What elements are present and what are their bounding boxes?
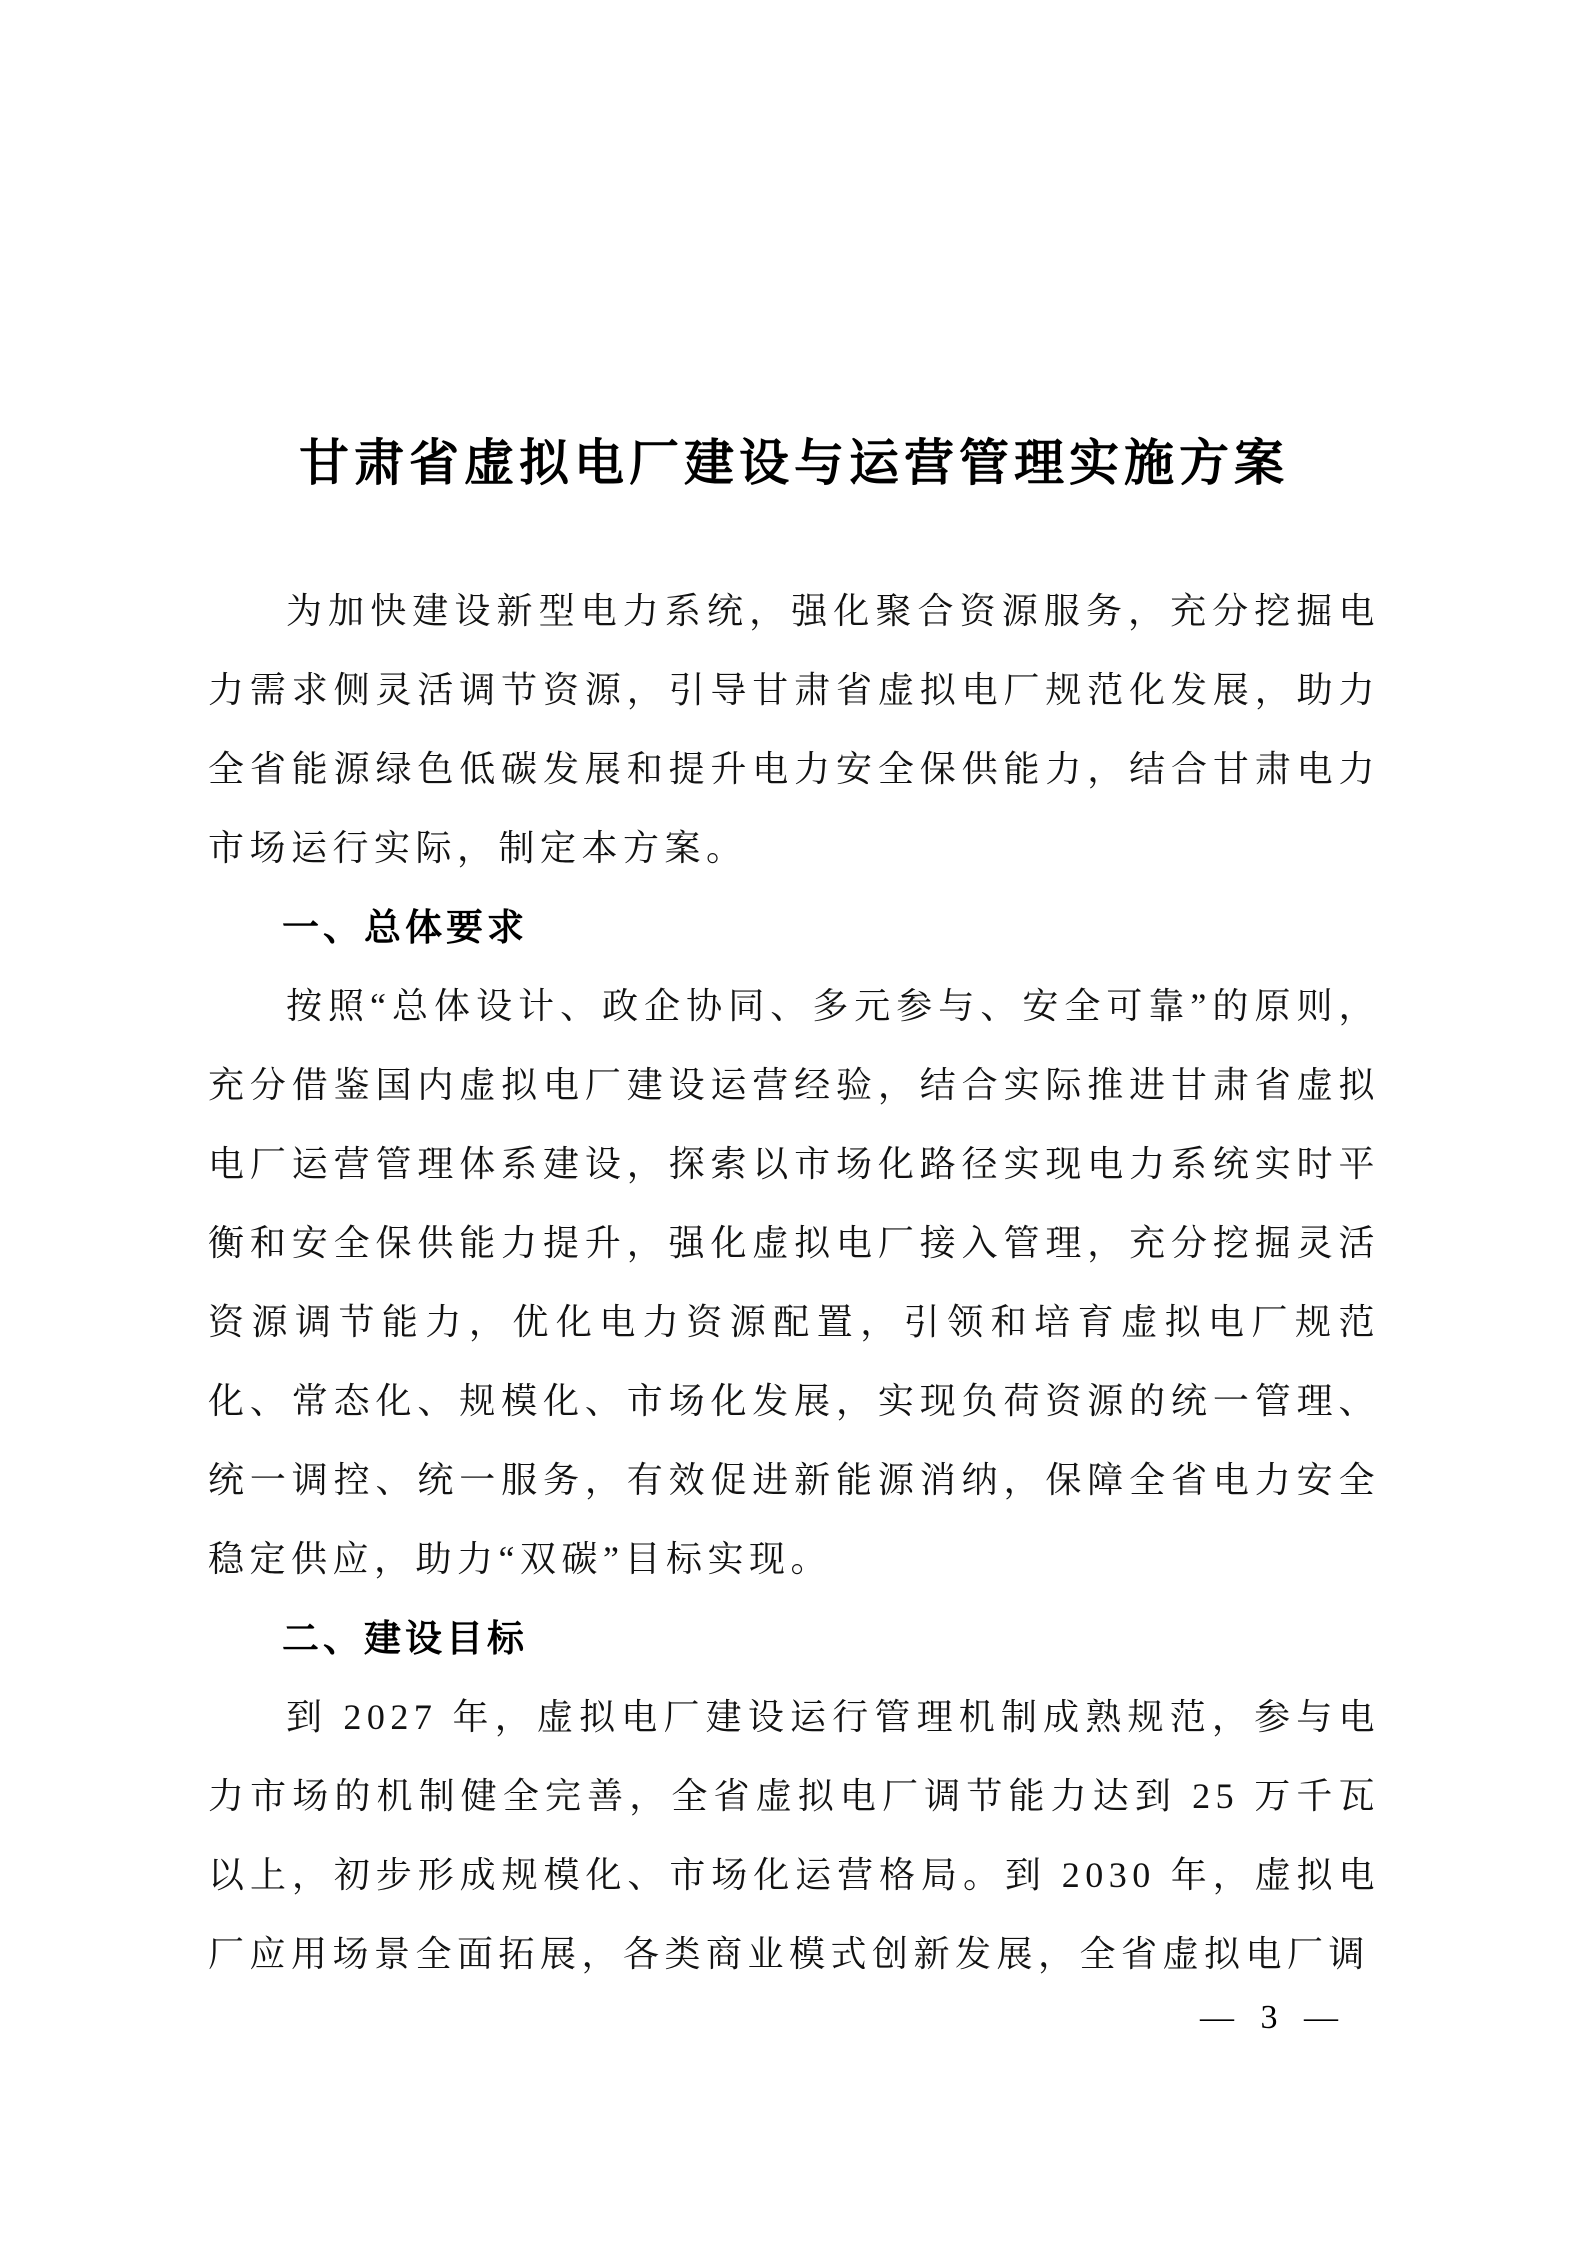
section-heading: 一、总体要求 <box>282 907 528 948</box>
document-body <box>208 572 1380 1994</box>
body-paragraph: 到 2027 年，虚拟电厂建设运行管理机制成熟规范，参与电力市场的机制健全完善，全省虚拟电厂调节能力达到 25 万千瓦以上，初步形成规模化、市场化运营格局。到 2030 年，虚拟电厂应用场景全面拓展，各类商业模式创新发展，全省虚拟电厂调 <box>208 1697 1380 1974</box>
section-heading: 二、建设目标 <box>282 1618 528 1659</box>
page-number: — 3 — <box>1200 1999 1340 2036</box>
body-paragraph: 为加快建设新型电力系统，强化聚合资源服务，充分挖掘电力需求侧灵活调节资源，引导甘肃省虚拟电厂规范化发展，助力全省能源绿色低碳发展和提升电力安全保供能力，结合甘肃电力市场运行实际，制定本方案。 <box>208 591 1380 868</box>
document-title: 甘肃省虚拟电厂建设与运营管理实施方案 <box>299 435 1289 491</box>
body-paragraph: 按照“总体设计、政企协同、多元参与、安全可靠”的原则，充分借鉴国内虚拟电厂建设运营经验，结合实际推进甘肃省虚拟电厂运营管理体系建设，探索以市场化路径实现电力系统实时平衡和安全保供能力提升，强化虚拟电厂接入管理，充分挖掘灵活资源调节能力，优化电力资源配置，引领和培育虚拟电厂规范化、常态化、规模化、市场化发展，实现负荷资源的统一管理、统一调控、统一服务，有效促进新能源消纳，保障全省电力安全稳定供应，助力“双碳”目标实现。 <box>208 986 1380 1579</box>
